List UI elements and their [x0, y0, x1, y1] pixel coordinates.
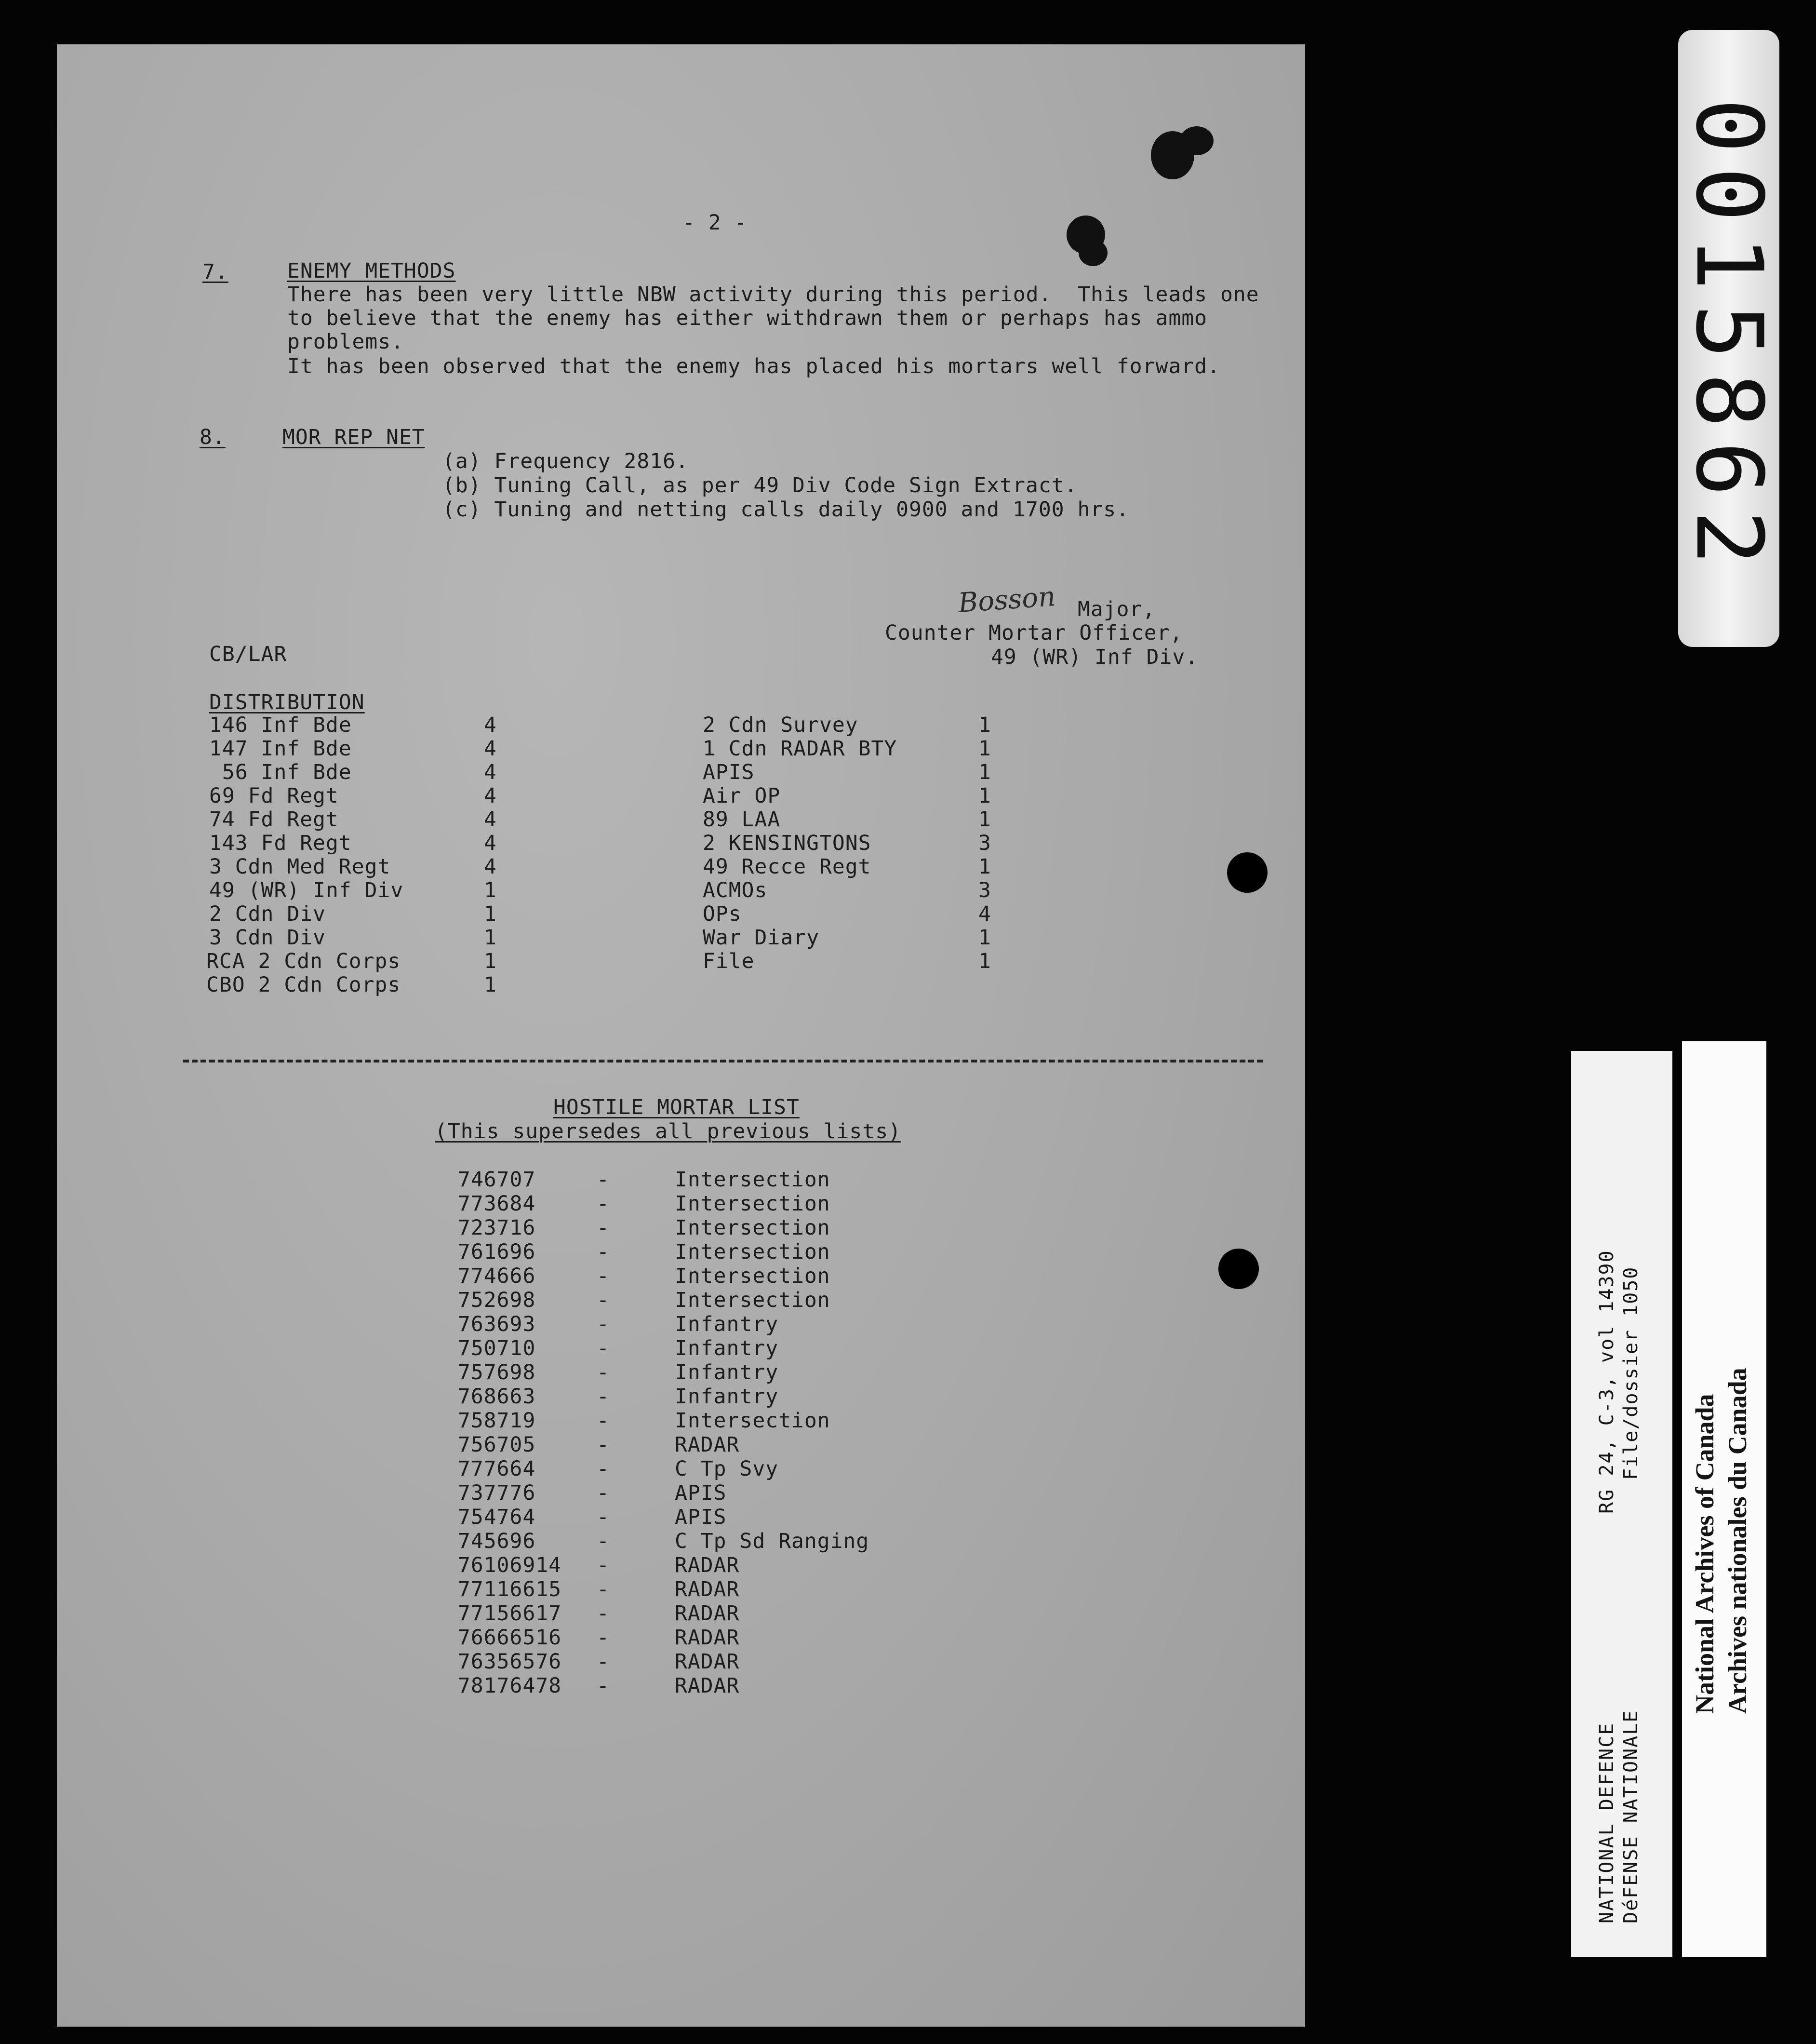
mortar-ref: 754764: [458, 1505, 536, 1529]
mortar-ref: 773684: [458, 1192, 536, 1216]
mortar-source: RADAR: [675, 1553, 740, 1577]
mortar-source: Intersection: [675, 1240, 830, 1264]
mortar-ref: 768663: [458, 1385, 536, 1409]
distribution-item: 69 Fd Regt: [209, 784, 339, 808]
mortar-ref: 76106914: [458, 1553, 562, 1577]
mortar-source: APIS: [675, 1505, 727, 1529]
section-8-item: (c) Tuning and netting calls daily 0900 and 1700 hrs.: [442, 498, 1130, 522]
distribution-count: 3: [978, 831, 991, 855]
distribution-count: 4: [484, 807, 497, 832]
mortar-dash: -: [597, 1288, 610, 1312]
distribution-count: 1: [978, 784, 991, 808]
mortar-ref: 76356576: [458, 1650, 562, 1674]
mortar-dash: -: [597, 1264, 610, 1288]
section-7-line: problems.: [287, 330, 404, 354]
mortar-dash: -: [597, 1601, 610, 1626]
distribution-item: 2 Cdn Survey: [703, 713, 858, 737]
distribution-count: 1: [978, 926, 991, 950]
archive-reference-line: File/dossier 1050: [1620, 1266, 1642, 1480]
mortar-source: Infantry: [675, 1312, 779, 1336]
mortar-source: RADAR: [675, 1650, 740, 1674]
mortar-ref: 76666516: [458, 1626, 562, 1650]
mortar-dash: -: [597, 1457, 610, 1481]
distribution-item: 49 Recce Regt: [703, 855, 871, 879]
ink-blot: [1079, 240, 1108, 266]
section-7-line: to believe that the enemy has either withdrawn them or perhaps has ammo: [287, 306, 1208, 330]
mortar-dash: -: [597, 1553, 610, 1577]
mortar-source: RADAR: [675, 1626, 740, 1650]
mortar-source: Infantry: [675, 1360, 779, 1385]
mortar-ref: 761696: [458, 1240, 536, 1264]
section-7-line: There has been very little NBW activity during this period. This leads one: [287, 282, 1259, 307]
department-fr: DéFENSE NATIONALE: [1620, 1709, 1642, 1923]
signature: Bosson: [957, 581, 1057, 619]
distribution-item: War Diary: [703, 926, 819, 950]
distribution-item: 49 (WR) Inf Div: [209, 878, 404, 902]
section-7-title: ENEMY METHODS: [287, 259, 456, 283]
mortar-ref: 777664: [458, 1457, 536, 1481]
distribution-count: 4: [484, 855, 497, 879]
mortar-source: Intersection: [675, 1409, 830, 1433]
mortar-dash: -: [597, 1240, 610, 1264]
mortar-dash: -: [597, 1481, 610, 1505]
mortar-ref: 757698: [458, 1360, 536, 1385]
mortar-ref: 723716: [458, 1216, 536, 1240]
mortar-source: RADAR: [675, 1433, 740, 1457]
mortar-source: C Tp Sd Ranging: [675, 1529, 869, 1553]
mortar-ref: 758719: [458, 1409, 536, 1433]
mortar-ref: 752698: [458, 1288, 536, 1312]
distribution-item: 56 Inf Bde: [209, 760, 352, 784]
distribution-item: 74 Fd Regt: [209, 807, 339, 832]
mortar-dash: -: [597, 1674, 610, 1698]
punch-hole: [1227, 852, 1268, 893]
distribution-count: 3: [978, 878, 991, 902]
distribution-count: 4: [484, 760, 497, 784]
distribution-item: 3 Cdn Med Regt: [209, 855, 391, 879]
distribution-count: 1: [484, 926, 497, 950]
mortar-ref: 746707: [458, 1168, 536, 1192]
mortar-dash: -: [597, 1529, 610, 1553]
dashed-separator: [183, 1060, 1263, 1062]
section-8-number: 8.: [200, 425, 226, 449]
mortar-list-subtitle: (This supersedes all previous lists): [435, 1119, 901, 1143]
distribution-count: 1: [978, 713, 991, 737]
distribution-count: 1: [484, 973, 497, 997]
national-archives-label: [1682, 1041, 1766, 1957]
distribution-item: RCA 2 Cdn Corps: [206, 949, 401, 973]
distribution-count: 1: [978, 737, 991, 761]
document-page: [57, 44, 1305, 2027]
distribution-item: 1 Cdn RADAR BTY: [703, 737, 897, 761]
section-7-line: It has been observed that the enemy has placed his mortars well forward.: [287, 354, 1220, 378]
mortar-ref: 745696: [458, 1529, 536, 1553]
mortar-list-title: HOSTILE MORTAR LIST: [553, 1095, 800, 1119]
mortar-dash: -: [597, 1577, 610, 1601]
mortar-source: RADAR: [675, 1674, 740, 1698]
distribution-count: 4: [484, 737, 497, 761]
mortar-ref: 756705: [458, 1433, 536, 1457]
mortar-ref: 77116615: [458, 1577, 562, 1601]
mortar-source: Intersection: [675, 1264, 830, 1288]
mortar-source: Intersection: [675, 1216, 830, 1240]
distribution-item: APIS: [703, 760, 755, 784]
distribution-count: 4: [484, 831, 497, 855]
mortar-ref: 737776: [458, 1481, 536, 1505]
signature-unit: 49 (WR) Inf Div.: [991, 645, 1199, 669]
mortar-source: RADAR: [675, 1577, 740, 1601]
distribution-item: 147 Inf Bde: [209, 737, 352, 761]
mortar-dash: -: [597, 1168, 610, 1192]
distribution-item: ACMOs: [703, 878, 768, 902]
section-8-item: (a) Frequency 2816.: [442, 449, 689, 473]
distribution-item: 2 Cdn Div: [209, 902, 326, 926]
distribution-count: 1: [978, 807, 991, 832]
archive-reference-label: [1571, 1051, 1672, 1957]
frame-number-stamp: [1676, 30, 1782, 647]
mortar-ref: 77156617: [458, 1601, 562, 1626]
mortar-dash: -: [597, 1216, 610, 1240]
distribution-count: 4: [484, 784, 497, 808]
distribution-count: 1: [484, 949, 497, 973]
distribution-count: 1: [978, 760, 991, 784]
department-en: NATIONAL DEFENCE: [1596, 1722, 1618, 1923]
distribution-count: 1: [484, 902, 497, 926]
signature-rank: Major,: [1078, 597, 1156, 621]
mortar-dash: -: [597, 1650, 610, 1674]
distribution-item: 146 Inf Bde: [209, 713, 352, 737]
distribution-count: 1: [978, 949, 991, 973]
mortar-source: Intersection: [675, 1168, 830, 1192]
mortar-source: APIS: [675, 1481, 727, 1505]
distribution-item: 89 LAA: [703, 807, 781, 832]
archive-reference-line: RG 24, C-3, vol 14390: [1596, 1250, 1618, 1514]
mortar-dash: -: [597, 1360, 610, 1385]
mortar-ref: 774666: [458, 1264, 536, 1288]
distribution-item: 3 Cdn Div: [209, 926, 326, 950]
mortar-ref: 750710: [458, 1336, 536, 1360]
mortar-ref: 763693: [458, 1312, 536, 1336]
mortar-source: Intersection: [675, 1192, 830, 1216]
mortar-dash: -: [597, 1192, 610, 1216]
signature-title: Counter Mortar Officer,: [885, 621, 1183, 645]
mortar-source: Infantry: [675, 1336, 779, 1360]
distribution-item: Air OP: [703, 784, 781, 808]
reference-code: CB/LAR: [209, 642, 287, 666]
mortar-dash: -: [597, 1312, 610, 1336]
mortar-dash: -: [597, 1336, 610, 1360]
punch-hole: [1218, 1249, 1259, 1289]
frame-number: 0015862: [1676, 98, 1782, 579]
distribution-count: 4: [978, 902, 991, 926]
mortar-source: Infantry: [675, 1385, 779, 1409]
distribution-count: 1: [484, 878, 497, 902]
mortar-dash: -: [597, 1433, 610, 1457]
mortar-source: RADAR: [675, 1601, 740, 1626]
distribution-heading: DISTRIBUTION: [209, 690, 365, 714]
mortar-source: C Tp Svy: [675, 1457, 779, 1481]
distribution-item: CBO 2 Cdn Corps: [206, 973, 401, 997]
archives-name-fr: Archives nationales du Canada: [1723, 1368, 1752, 1714]
section-7-number: 7.: [202, 260, 228, 284]
mortar-ref: 78176478: [458, 1674, 562, 1698]
distribution-item: 2 KENSINGTONS: [703, 831, 871, 855]
section-8-item: (b) Tuning Call, as per 49 Div Code Sign Extract.: [442, 473, 1078, 498]
mortar-dash: -: [597, 1626, 610, 1650]
distribution-item: 143 Fd Regt: [209, 831, 352, 855]
mortar-dash: -: [597, 1409, 610, 1433]
mortar-source: Intersection: [675, 1288, 830, 1312]
distribution-count: 4: [484, 713, 497, 737]
mortar-dash: -: [597, 1385, 610, 1409]
distribution-item: File: [703, 949, 755, 973]
section-8-title: MOR REP NET: [282, 425, 425, 449]
ink-blot: [1180, 126, 1214, 155]
distribution-item: OPs: [703, 902, 742, 926]
archives-name-en: National Archives of Canada: [1690, 1394, 1719, 1714]
page-number: - 2 -: [682, 211, 748, 235]
mortar-dash: -: [597, 1505, 610, 1529]
distribution-count: 1: [978, 855, 991, 879]
